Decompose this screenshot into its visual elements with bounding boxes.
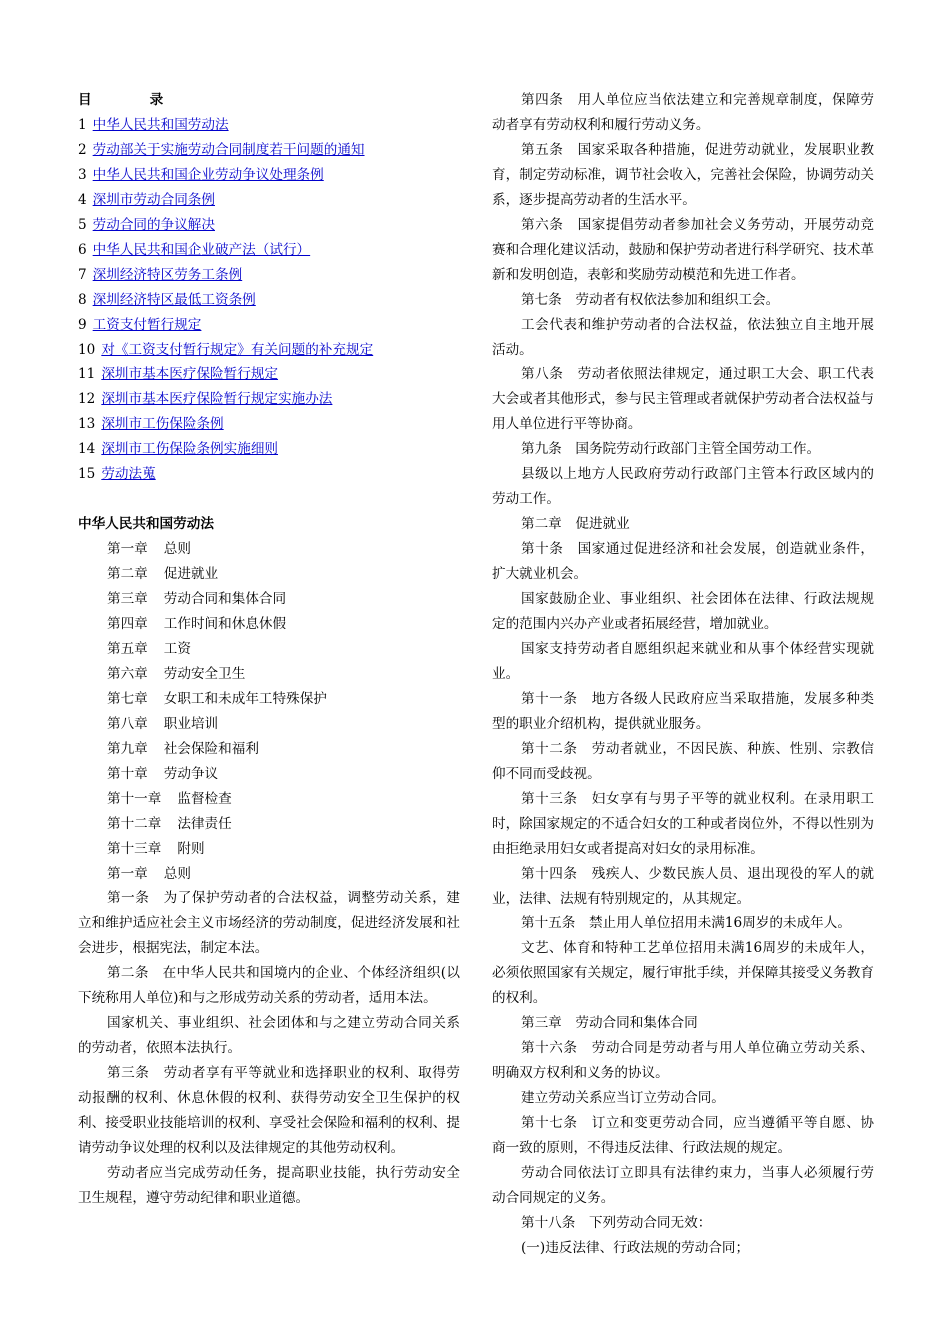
toc-item-number: 8 — [78, 291, 87, 308]
article-paragraph: 第五条 国家采取各种措施，促进劳动就业，发展职业教育，制定劳动标准，调节社会收入，完善社会保险，协调劳动关系，逐步提高劳动者的生活水平。 — [492, 141, 874, 208]
toc-item — [78, 313, 460, 338]
toc-item-number: 10 — [78, 341, 96, 358]
right-paragraphs — [492, 88, 874, 1261]
chapter-item — [78, 762, 460, 787]
chapter-name: 劳动合同和集体合同 — [163, 591, 287, 608]
toc-link[interactable]: 劳动部关于实施劳动合同制度若干问题的通知 — [92, 141, 365, 158]
toc-item — [78, 437, 460, 462]
toc-item — [78, 263, 460, 288]
chapter-item — [78, 587, 460, 612]
toc-item — [78, 338, 460, 363]
article-paragraph: 第十条 国家通过促进经济和社会发展，创造就业条件，扩大就业机会。 — [492, 541, 874, 583]
toc-item — [78, 138, 460, 163]
chapter-item — [78, 862, 460, 887]
chapter-number: 第五章 — [107, 640, 148, 657]
article-paragraph: 第八条 劳动者依照法律规定，通过职工大会、职工代表大会或者其他形式，参与民主管理或者就保护劳动者合法权益与用人单位进行平等协商。 — [492, 366, 874, 433]
toc-item-number: 11 — [78, 366, 96, 383]
article-paragraph: 国家支持劳动者自愿组织起来就业和从事个体经营实现就业。 — [492, 640, 874, 682]
chapter-item — [78, 712, 460, 737]
toc-link[interactable]: 深圳经济特区劳务工条例 — [92, 266, 243, 283]
chapter-number: 第一章 — [107, 865, 148, 882]
toc-link[interactable]: 中华人民共和国企业破产法（试行） — [92, 241, 311, 258]
article-paragraph: 国家机关、事业组织、社会团体和与之建立劳动合同关系的劳动者，依照本法执行。 — [78, 1015, 460, 1057]
chapter-name: 工作时间和休息休假 — [163, 616, 287, 632]
article-paragraph: 第六条 国家提倡劳动者参加社会义务劳动，开展劳动竞赛和合理化建议活动，鼓励和保护劳动者进行科学研究、技术革新和发明创造，表彰和奖励劳动模范和先进工作者。 — [492, 216, 874, 283]
toc-item — [78, 462, 460, 487]
article-paragraph: 第三条 劳动者享有平等就业和选择职业的权利、取得劳动报酬的权利、休息休假的权利、获得劳动安全卫生保护的权利、接受职业技能培训的权利、享受社会保险和福利的权利、提请劳动争议处理的权利以及法律规定的其他劳动权利。 — [78, 1065, 460, 1157]
chapter-name: 法律责任 — [177, 815, 232, 832]
chapter-name: 工资 — [163, 640, 191, 657]
article-paragraph: 第十四条 残疾人、少数民族人员、退出现役的军人的就业，法律、法规有特别规定的，从其规定。 — [492, 865, 874, 907]
toc-item — [78, 113, 460, 138]
toc-link[interactable]: 深圳市基本医疗保险暂行规定 — [101, 366, 279, 383]
toc-item — [78, 188, 460, 213]
toc-item-number: 2 — [78, 141, 87, 158]
article-paragraph: 第七条 劳动者有权依法参加和组织工会。 — [521, 291, 780, 308]
toc-link[interactable]: 劳动合同的争议解决 — [92, 216, 215, 233]
left-paragraphs — [78, 886, 460, 1210]
toc-item-number: 7 — [78, 266, 87, 283]
toc-item-number: 5 — [78, 216, 87, 233]
chapter-number: 第十一章 — [107, 790, 162, 807]
toc-item — [78, 238, 460, 263]
article-paragraph: 第二条 在中华人民共和国境内的企业、个体经济组织(以下统称用人单位)和与之形成劳动关系的劳动者，适用本法。 — [78, 965, 460, 1007]
article-paragraph: 劳动者应当完成劳动任务，提高职业技能，执行劳动安全卫生规程，遵守劳动纪律和职业道德。 — [78, 1164, 460, 1206]
toc-link[interactable]: 工资支付暂行规定 — [92, 316, 202, 333]
toc-link[interactable]: 对《工资支付暂行规定》有关问题的补充规定 — [101, 341, 374, 358]
article-paragraph: 第一条 为了保护劳动者的合法权益，调整劳动关系，建立和维护适应社会主义市场经济的劳动制度，促进经济发展和社会进步，根据宪法，制定本法。 — [78, 890, 460, 957]
toc-link[interactable]: 劳动法蒐 — [101, 466, 156, 483]
chapter-item — [78, 662, 460, 687]
toc-item — [78, 163, 460, 188]
chapter-item — [78, 787, 460, 812]
article-paragraph: 建立劳动关系应当订立劳动合同。 — [521, 1090, 725, 1107]
toc-item — [78, 213, 460, 238]
article-paragraph: 第二章 促进就业 — [521, 516, 630, 533]
toc-item — [78, 362, 460, 387]
chapter-name: 劳动安全卫生 — [163, 665, 246, 682]
article-paragraph: 第十八条 下列劳动合同无效： — [521, 1214, 712, 1231]
chapter-item — [78, 537, 460, 562]
toc-link[interactable]: 深圳市工伤保险条例 — [101, 416, 224, 433]
article-paragraph: 第四条 用人单位应当依法建立和完善规章制度，保障劳动者享有劳动权利和履行劳动义务。 — [492, 92, 874, 133]
toc-title: 目 录 — [78, 92, 164, 108]
article-paragraph: 第十一条 地方各级人民政府应当采取措施，发展多种类型的职业介绍机构，提供就业服务。 — [492, 690, 874, 732]
chapter-number: 第二章 — [107, 566, 148, 583]
chapter-item — [78, 612, 460, 637]
chapter-number: 第七章 — [107, 690, 148, 707]
toc-link[interactable]: 深圳市基本医疗保险暂行规定实施办法 — [101, 391, 333, 408]
chapter-name: 劳动争议 — [163, 765, 219, 782]
toc-link[interactable]: 深圳市劳动合同条例 — [92, 191, 215, 208]
article-paragraph: 工会代表和维护劳动者的合法权益，依法独立自主地开展活动。 — [492, 316, 874, 358]
toc-link[interactable]: 中华人民共和国劳动法 — [92, 116, 229, 133]
chapter-name: 总则 — [163, 541, 191, 558]
toc-link[interactable]: 深圳经济特区最低工资条例 — [92, 291, 256, 308]
article-paragraph: 第三章 劳动合同和集体合同 — [521, 1015, 698, 1032]
chapter-name: 附则 — [177, 840, 205, 857]
toc-item — [78, 387, 460, 412]
article-paragraph: 国家鼓励企业、事业组织、社会团体在法律、行政法规规定的范围内兴办产业或者拓展经营，增加就业。 — [492, 591, 874, 633]
chapter-item — [78, 562, 460, 587]
article-paragraph: 第十五条 禁止用人单位招用未满16周岁的未成年人。 — [521, 915, 851, 932]
chapter-number: 第十章 — [107, 765, 148, 782]
article-paragraph: 县级以上地方人民政府劳动行政部门主管本行政区域内的劳动工作。 — [492, 466, 874, 508]
chapter-item — [78, 737, 460, 762]
article-paragraph: 第十七条 订立和变更劳动合同，应当遵循平等自愿、协商一致的原则，不得违反法律、行政法规的规定。 — [492, 1115, 874, 1157]
chapter-list — [78, 537, 460, 886]
article-paragraph: 第十三条 妇女享有与男子平等的就业权利。在录用职工时，除国家规定的不适合妇女的工种或者岗位外，不得以性别为由拒绝录用妇女或者提高对妇女的录用标准。 — [492, 790, 874, 857]
right-column — [492, 88, 874, 1261]
chapter-number: 第十三章 — [107, 840, 162, 857]
article-paragraph: 第九条 国务院劳动行政部门主管全国劳动工作。 — [521, 441, 821, 458]
chapter-item — [78, 637, 460, 662]
toc-item-number: 14 — [78, 441, 96, 458]
toc-item-number: 13 — [78, 416, 96, 433]
article-paragraph: (一)违反法律、行政法规的劳动合同； — [521, 1239, 750, 1256]
toc-link[interactable]: 中华人民共和国企业劳动争议处理条例 — [92, 166, 324, 183]
toc-item-number: 4 — [78, 191, 87, 208]
chapter-number: 第六章 — [107, 665, 148, 682]
toc-item-number: 1 — [78, 116, 87, 133]
article-paragraph: 文艺、体育和特种工艺单位招用未满16周岁的未成年人，必须依照国家有关规定，履行审批手续，并保障其接受义务教育的权利。 — [492, 940, 874, 1007]
chapter-name: 女职工和未成年工特殊保护 — [163, 690, 327, 707]
chapter-number: 第一章 — [107, 541, 148, 558]
chapter-number: 第四章 — [107, 616, 148, 632]
left-column — [78, 88, 460, 1211]
toc-item-number: 6 — [78, 241, 87, 258]
toc-item — [78, 288, 460, 313]
toc-link[interactable]: 深圳市工伤保险条例实施细则 — [101, 441, 279, 458]
chapter-name: 总则 — [163, 865, 191, 882]
chapter-number: 第八章 — [107, 715, 148, 732]
toc-item-number: 15 — [78, 466, 96, 483]
chapter-item — [78, 812, 460, 837]
chapter-item — [78, 837, 460, 862]
chapter-number: 第九章 — [107, 740, 148, 757]
chapter-number: 第三章 — [107, 591, 148, 608]
article-paragraph: 第十六条 劳动合同是劳动者与用人单位确立劳动关系、明确双方权利和义务的协议。 — [492, 1040, 874, 1082]
chapter-name: 促进就业 — [163, 566, 219, 583]
chapter-name: 社会保险和福利 — [163, 740, 259, 757]
toc-item-number: 9 — [78, 316, 87, 333]
law-title: 中华人民共和国劳动法 — [78, 516, 214, 533]
toc-list — [78, 113, 460, 487]
toc-item-number: 3 — [78, 166, 87, 183]
chapter-number: 第十二章 — [107, 815, 162, 832]
toc-item-number: 12 — [78, 391, 96, 408]
chapter-name: 监督检查 — [177, 790, 232, 807]
article-paragraph: 第十二条 劳动者就业，不因民族、种族、性别、宗教信仰不同而受歧视。 — [492, 740, 874, 782]
chapter-name: 职业培训 — [163, 715, 219, 732]
chapter-item — [78, 687, 460, 712]
article-paragraph: 劳动合同依法订立即具有法律约束力，当事人必须履行劳动合同规定的义务。 — [492, 1164, 874, 1206]
toc-item — [78, 412, 460, 437]
